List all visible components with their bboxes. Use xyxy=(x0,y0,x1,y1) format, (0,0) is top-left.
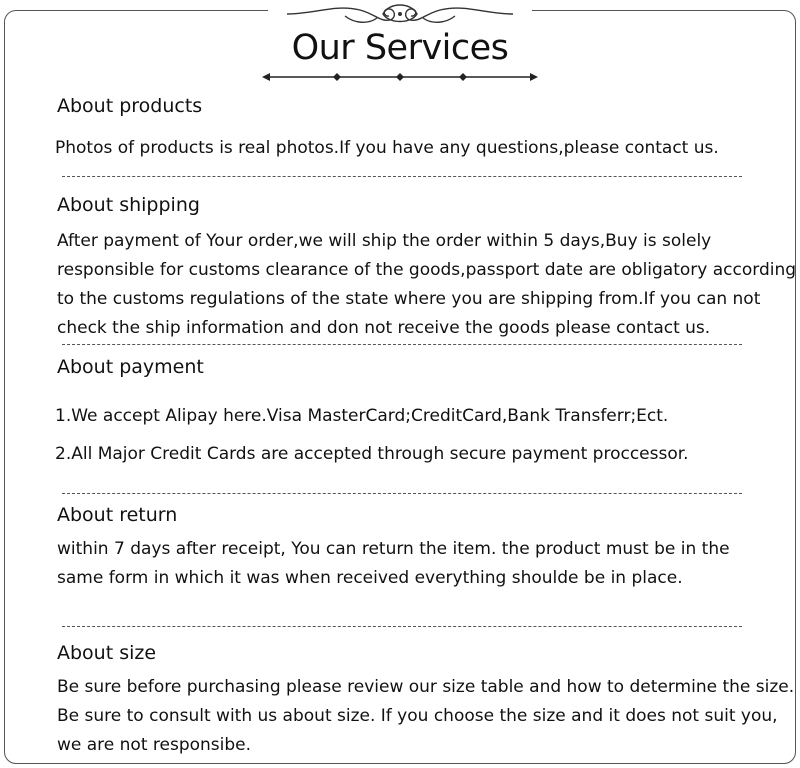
text-line: within 7 days after receipt, You can return the item. the product must be in the xyxy=(57,539,730,559)
text-line: 2.All Major Credit Cards are accepted through secure payment proccessor. xyxy=(55,444,689,464)
page-title: Our Services xyxy=(291,28,509,68)
text-line: same form in which it was when received everything shoulde be in place. xyxy=(57,568,683,588)
text-line: After payment of Your order,we will ship the order within 5 days,Buy is solely xyxy=(57,231,712,251)
section-text-size xyxy=(57,673,794,760)
text-line: to the customs regulations of the state where you are shipping from.If you can not xyxy=(57,289,761,309)
section-heading-return: About return xyxy=(57,504,178,526)
section-text-products xyxy=(55,134,719,163)
section-text-return xyxy=(57,535,730,593)
section-heading-size: About size xyxy=(57,642,157,664)
text-line: Be sure before purchasing please review our size table and how to determine the size. xyxy=(57,677,795,697)
flourish-ornament-icon xyxy=(285,0,515,28)
section-divider xyxy=(62,176,742,177)
section-divider xyxy=(62,493,742,494)
text-line: we are not responsibe. xyxy=(57,735,252,755)
title-underline-ornament-icon xyxy=(260,70,540,84)
text-line: 1.We accept Alipay here.Visa MasterCard;CreditCard,Bank Transferr;Ect. xyxy=(55,406,669,426)
section-text-shipping xyxy=(57,227,796,343)
text-line: Photos of products is real photos.If you have any questions,please contact us. xyxy=(55,138,719,158)
text-line: Be sure to consult with us about size. If you choose the size and it does not suit you, xyxy=(57,706,778,726)
section-heading-products: About products xyxy=(57,95,203,117)
section-divider xyxy=(62,626,742,627)
text-line: check the ship information and don not receive the goods please contact us. xyxy=(57,318,711,338)
section-text-payment xyxy=(55,397,689,473)
section-heading-shipping: About shipping xyxy=(57,194,200,216)
section-heading-payment: About payment xyxy=(57,356,204,378)
section-divider xyxy=(62,344,742,345)
text-line: responsible for customs clearance of the goods,passport date are obligatory according xyxy=(57,260,797,280)
